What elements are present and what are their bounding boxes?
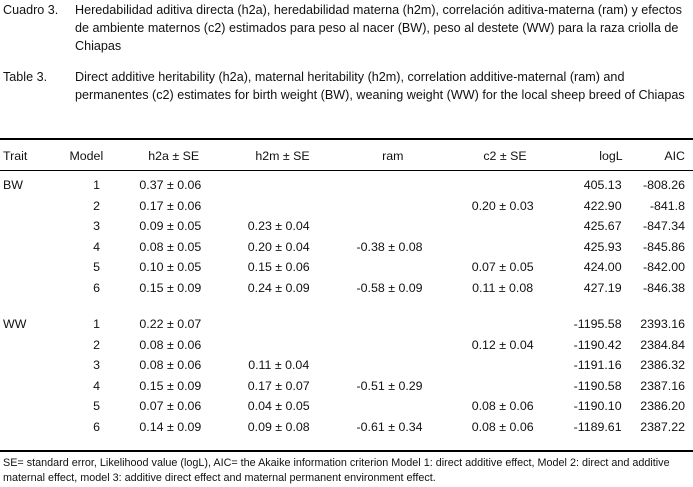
cell-h2m: 0.11 ± 0.04 xyxy=(248,358,310,373)
cell-trait xyxy=(0,355,51,376)
cell-model: 4 xyxy=(93,239,101,254)
cell-h2m: 0.24 ± 0.09 xyxy=(247,280,310,295)
cell-h2m xyxy=(226,335,332,356)
cell-logl: 405.13 xyxy=(583,178,622,193)
cell-aic: 2387.22 xyxy=(640,419,685,434)
cell-logl: 427.19 xyxy=(583,280,622,295)
table-row xyxy=(0,417,693,438)
cell-h2m xyxy=(226,314,332,335)
cell-ram: -0.38 ± 0.08 xyxy=(356,239,423,254)
cell-h2a: 0.08 ± 0.06 xyxy=(139,337,202,352)
cell-model: 5 xyxy=(93,260,101,275)
cell-logl: -1190.10 xyxy=(573,399,622,414)
cell-trait xyxy=(0,376,51,397)
cell-c2: 0.08 ± 0.06 xyxy=(471,419,534,434)
cell-trait xyxy=(0,278,51,299)
cell-aic: 2393.16 xyxy=(640,317,685,332)
cell-trait xyxy=(0,396,51,417)
cell-logl: -1190.58 xyxy=(573,378,622,393)
cell-aic: 2387.16 xyxy=(640,378,685,393)
cell-ram xyxy=(332,335,448,356)
cell-aic: -842.00 xyxy=(642,260,685,275)
cell-trait xyxy=(0,335,51,356)
table-header xyxy=(0,146,693,167)
cell-h2a: 0.15 ± 0.09 xyxy=(139,280,202,295)
cell-aic: -841.8 xyxy=(649,198,685,213)
cell-aic: -808.26 xyxy=(642,178,685,193)
cell-h2m: 0.23 ± 0.04 xyxy=(247,219,310,234)
cell-c2 xyxy=(447,376,558,397)
table-row xyxy=(0,376,693,397)
group-spacer xyxy=(0,298,693,314)
table-row xyxy=(0,237,693,258)
cell-ram xyxy=(332,314,448,335)
cell-ram: -0.58 ± 0.09 xyxy=(356,280,423,295)
cell-logl: 424.00 xyxy=(583,260,622,275)
cell-trait xyxy=(0,237,51,258)
cell-model: 1 xyxy=(93,178,101,193)
header-trait: Trait xyxy=(3,149,28,164)
cell-h2a: 0.22 ± 0.07 xyxy=(139,317,202,332)
cell-h2m xyxy=(226,175,332,196)
cell-c2 xyxy=(447,355,558,376)
cell-model: 5 xyxy=(93,399,101,414)
caption-english-text: Direct additive heritability (h2a), maternal heritability (h2m), correlation additive-maternal (ram) and permanentes (c2) estimates for birth weight (BW), weaning weight (WW) for the local sheep breed of Chiapas xyxy=(75,70,685,102)
caption-english xyxy=(3,68,691,104)
table-row xyxy=(0,396,693,417)
cell-c2 xyxy=(447,314,558,335)
header-h2m: h2m ± SE xyxy=(255,149,310,164)
header-model: Model xyxy=(69,149,104,164)
cell-logl: 422.90 xyxy=(583,198,622,213)
header-h2a: h2a ± SE xyxy=(148,149,200,164)
cell-ram xyxy=(332,355,448,376)
cell-c2 xyxy=(447,175,558,196)
cell-trait: BW xyxy=(3,178,23,193)
cell-h2m: 0.15 ± 0.06 xyxy=(247,260,310,275)
cell-model: 3 xyxy=(93,358,101,373)
header-ram: ram xyxy=(382,149,404,164)
cell-aic: 2384.84 xyxy=(640,337,685,352)
cell-trait xyxy=(0,417,51,438)
cell-logl: -1191.16 xyxy=(573,358,622,373)
cell-ram: -0.51 ± 0.29 xyxy=(356,378,423,393)
cell-h2m xyxy=(226,196,332,217)
caption-spanish-number: Cuadro 3. xyxy=(3,3,59,17)
table-row xyxy=(0,196,693,217)
cell-c2: 0.07 ± 0.05 xyxy=(471,260,534,275)
cell-trait xyxy=(0,257,51,278)
cell-trait xyxy=(0,216,51,237)
table-row xyxy=(0,314,693,335)
table-row xyxy=(0,355,693,376)
cell-logl: 425.93 xyxy=(583,239,622,254)
cell-ram xyxy=(332,216,448,237)
cell-trait xyxy=(0,196,51,217)
cell-h2a: 0.15 ± 0.09 xyxy=(139,378,202,393)
cell-h2a: 0.10 ± 0.05 xyxy=(139,260,202,275)
cell-h2a: 0.17 ± 0.06 xyxy=(139,198,202,213)
cell-trait: WW xyxy=(3,317,27,332)
table-row xyxy=(0,257,693,278)
cell-c2: 0.08 ± 0.06 xyxy=(471,399,534,414)
cell-aic: 2386.20 xyxy=(640,399,685,414)
cell-aic: -845.86 xyxy=(642,239,685,254)
caption-english-number: Table 3. xyxy=(3,70,48,84)
table-top-rule xyxy=(0,138,693,140)
table-row xyxy=(0,335,693,356)
cell-c2: 0.12 ± 0.04 xyxy=(471,337,534,352)
cell-h2m: 0.20 ± 0.04 xyxy=(247,239,310,254)
header-c2: c2 ± SE xyxy=(483,149,527,164)
cell-model: 1 xyxy=(93,317,101,332)
cell-h2a: 0.37 ± 0.06 xyxy=(139,178,202,193)
cell-h2m: 0.09 ± 0.08 xyxy=(247,419,310,434)
cell-model: 4 xyxy=(93,378,101,393)
header-logl: logL xyxy=(599,149,623,164)
table-row xyxy=(0,175,693,196)
header-row xyxy=(0,146,693,167)
cell-c2: 0.20 ± 0.03 xyxy=(471,198,534,213)
cell-c2 xyxy=(447,237,558,258)
cell-c2: 0.11 ± 0.08 xyxy=(472,280,534,295)
cell-aic: -846.38 xyxy=(642,280,685,295)
results-table xyxy=(0,175,693,437)
cell-model: 6 xyxy=(93,280,101,295)
cell-h2m: 0.04 ± 0.05 xyxy=(247,399,310,414)
cell-c2 xyxy=(447,216,558,237)
table-row xyxy=(0,278,693,299)
table-body xyxy=(0,175,693,437)
cell-h2a: 0.14 ± 0.09 xyxy=(139,419,202,434)
table-row xyxy=(0,216,693,237)
cell-aic: 2386.32 xyxy=(640,358,685,373)
cell-logl: 425.67 xyxy=(583,219,622,234)
cell-ram xyxy=(332,175,448,196)
cell-ram xyxy=(332,196,448,217)
cell-h2a: 0.08 ± 0.05 xyxy=(139,239,202,254)
cell-h2a: 0.09 ± 0.05 xyxy=(139,219,202,234)
table-footnote: SE= standard error, Likelihood value (logL), AIC= the Akaike information criterion Model 1: direct additive effect, Model 2: direct and additive maternal effect, model 3: additive direct effect and maternal permanent environment effect. xyxy=(3,457,670,484)
caption-spanish-text: Heredabilidad aditiva directa (h2a), heredabilidad materna (h2m), correlación aditiva-materna (ram) y efectos de ambiente maternos (c2) estimados para peso al nacer (BW), peso al destete (WW) para la raza criolla de Chiapas xyxy=(75,3,682,53)
cell-ram xyxy=(332,396,448,417)
header-rule xyxy=(0,170,693,171)
cell-logl: -1195.58 xyxy=(573,317,622,332)
cell-ram: -0.61 ± 0.34 xyxy=(356,419,423,434)
cell-model: 2 xyxy=(93,337,101,352)
cell-aic: -847.34 xyxy=(642,219,685,234)
cell-model: 3 xyxy=(93,219,101,234)
cell-h2a: 0.08 ± 0.06 xyxy=(139,358,202,373)
cell-model: 6 xyxy=(93,419,101,434)
cell-model: 2 xyxy=(93,198,101,213)
cell-logl: -1190.42 xyxy=(573,337,622,352)
cell-h2a: 0.07 ± 0.06 xyxy=(139,399,202,414)
header-aic: AIC xyxy=(664,149,685,164)
table-bottom-rule xyxy=(0,450,693,452)
cell-ram xyxy=(332,257,448,278)
cell-h2m: 0.17 ± 0.07 xyxy=(247,378,310,393)
cell-logl: -1189.61 xyxy=(573,419,622,434)
caption-spanish xyxy=(3,1,691,55)
